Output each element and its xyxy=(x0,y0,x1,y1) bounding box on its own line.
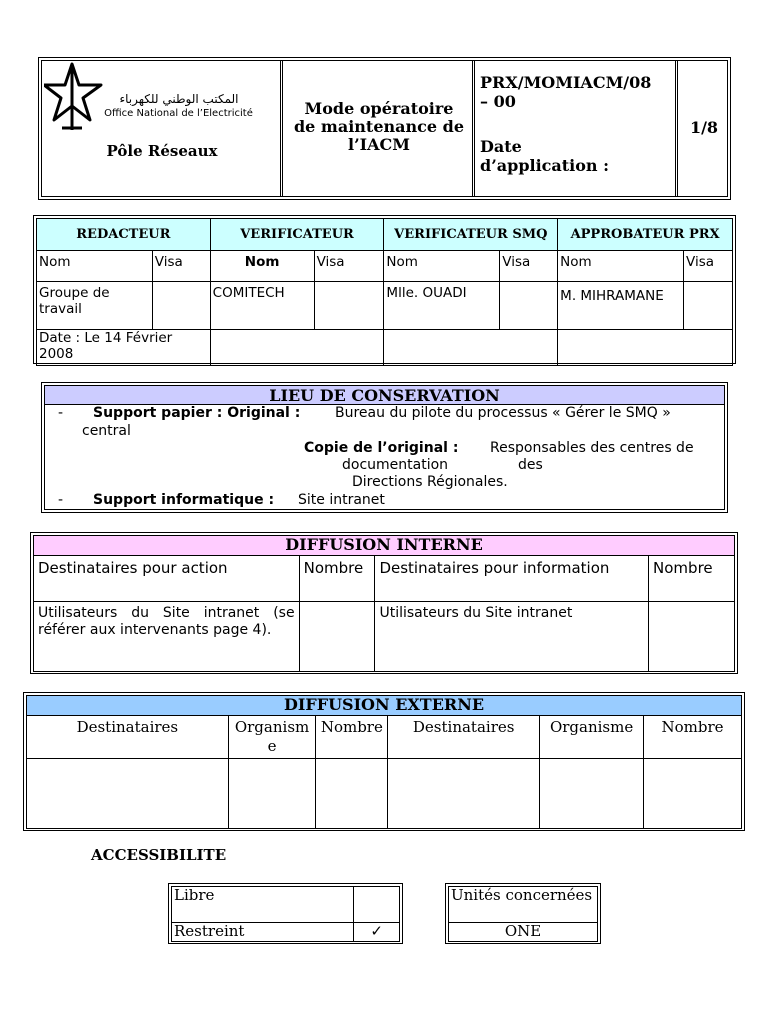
approval-table xyxy=(36,218,733,361)
col-organisme: Organisme xyxy=(228,716,316,759)
header-approbateur: APPROBATEUR PRX xyxy=(558,219,733,251)
empty-cell xyxy=(558,330,733,366)
visa-label: Visa xyxy=(152,251,210,282)
reference-line-2: – 00 xyxy=(480,92,516,111)
empty-cell xyxy=(316,759,388,829)
action-destinataires-value: Utilisateurs du Site intranet (se référer aux intervenants page 4). xyxy=(34,602,300,672)
redacteur-nom: Groupe de travail xyxy=(37,282,153,330)
unites-label: Unités concernées xyxy=(449,887,598,923)
verificateur-nom: COMITECH xyxy=(210,282,314,330)
col-destinataires: Destinataires xyxy=(388,716,540,759)
empty-cell xyxy=(210,330,384,366)
title-line-1: Mode opératoire xyxy=(304,99,454,118)
header-verificateur-smq: VERIFICATEUR SMQ xyxy=(384,219,558,251)
visa-label: Visa xyxy=(314,251,384,282)
nom-label: Nom xyxy=(384,251,500,282)
unites-value: ONE xyxy=(449,923,598,942)
papier-value-cont: central xyxy=(82,423,131,439)
logo-french-text: Office National de l’Electricité xyxy=(104,108,253,119)
company-logo xyxy=(44,62,280,132)
restreint-label: Restreint xyxy=(172,923,354,942)
approbateur-visa xyxy=(684,282,733,330)
diffusion-interne-title: DIFFUSION INTERNE xyxy=(34,536,735,556)
copie-value-2a: documentation xyxy=(342,457,449,473)
empty-cell xyxy=(540,759,644,829)
action-nombre-value xyxy=(299,602,375,672)
document-title xyxy=(286,100,472,154)
approval-date: Date : Le 14 Février 2008 xyxy=(37,330,211,366)
visa-label: Visa xyxy=(684,251,733,282)
redacteur-visa xyxy=(152,282,210,330)
application-date xyxy=(480,137,675,175)
unites-table xyxy=(448,886,598,941)
col-nombre: Nombre xyxy=(299,556,375,602)
bullet: - xyxy=(58,405,64,421)
empty-cell xyxy=(388,759,540,829)
diffusion-externe-title: DIFFUSION EXTERNE xyxy=(27,696,742,716)
information-nombre-value xyxy=(649,602,735,672)
title-line-3: l’IACM xyxy=(348,135,410,154)
information-destinataires-value: Utilisateurs du Site intranet xyxy=(375,602,649,672)
diffusion-interne-table xyxy=(33,535,735,671)
header-divider-1 xyxy=(280,60,283,197)
nom-label: Nom xyxy=(37,251,153,282)
header-verificateur: VERIFICATEUR xyxy=(210,219,384,251)
date-line-1: Date xyxy=(480,137,522,156)
reference-line-1: PRX/MOMIACM/08 xyxy=(480,73,652,92)
empty-cell xyxy=(384,330,558,366)
bullet: - xyxy=(58,492,64,508)
informatique-value: Site intranet xyxy=(298,492,385,508)
nom-label: Nom xyxy=(210,251,314,282)
verificateur-smq-visa xyxy=(500,282,558,330)
header-divider-2 xyxy=(472,60,475,197)
col-nombre: Nombre xyxy=(316,716,388,759)
empty-cell xyxy=(27,759,229,829)
page-number: 1/8 xyxy=(689,118,719,137)
accessibilite-title: ACCESSIBILITE xyxy=(91,846,227,864)
header-redacteur: REDACTEUR xyxy=(37,219,211,251)
logo-arabic-text: المكتب الوطني للكهرباء xyxy=(119,92,239,106)
papier-value: Bureau du pilote du processus « Gérer le SMQ » xyxy=(335,405,671,421)
approbateur-nom: M. MIHRAMANE xyxy=(558,282,684,330)
papier-label: Support papier : Original : xyxy=(93,405,301,421)
col-destinataires-action: Destinataires pour action xyxy=(34,556,300,602)
verificateur-visa xyxy=(314,282,384,330)
libre-checkbox[interactable] xyxy=(354,887,400,923)
col-nombre: Nombre xyxy=(644,716,742,759)
verificateur-smq-nom: Mlle. OUADI xyxy=(384,282,500,330)
date-line-2: d’application : xyxy=(480,156,610,175)
accessibilite-table xyxy=(171,886,400,941)
diffusion-externe-table xyxy=(26,695,742,828)
col-destinataires: Destinataires xyxy=(27,716,229,759)
header-divider-3 xyxy=(675,60,678,197)
pole-label: Pôle Réseaux xyxy=(106,142,218,160)
document-reference xyxy=(480,73,675,111)
informatique-label: Support informatique : xyxy=(93,492,275,508)
nom-label: Nom xyxy=(558,251,684,282)
copie-value: Responsables des centres de xyxy=(490,440,694,456)
conservation-title: LIEU DE CONSERVATION xyxy=(45,386,724,405)
copie-label: Copie de l’original : xyxy=(304,440,459,456)
copie-value-2b: des xyxy=(518,457,543,473)
empty-cell xyxy=(644,759,742,829)
empty-cell xyxy=(228,759,316,829)
col-nombre: Nombre xyxy=(649,556,735,602)
libre-label: Libre xyxy=(172,887,354,923)
restreint-checkbox[interactable]: ✓ xyxy=(354,923,400,942)
title-line-2: de maintenance de xyxy=(293,117,464,136)
col-destinataires-information: Destinataires pour information xyxy=(375,556,649,602)
visa-label: Visa xyxy=(500,251,558,282)
col-organisme: Organisme xyxy=(540,716,644,759)
copie-value-3: Directions Régionales. xyxy=(352,474,508,490)
